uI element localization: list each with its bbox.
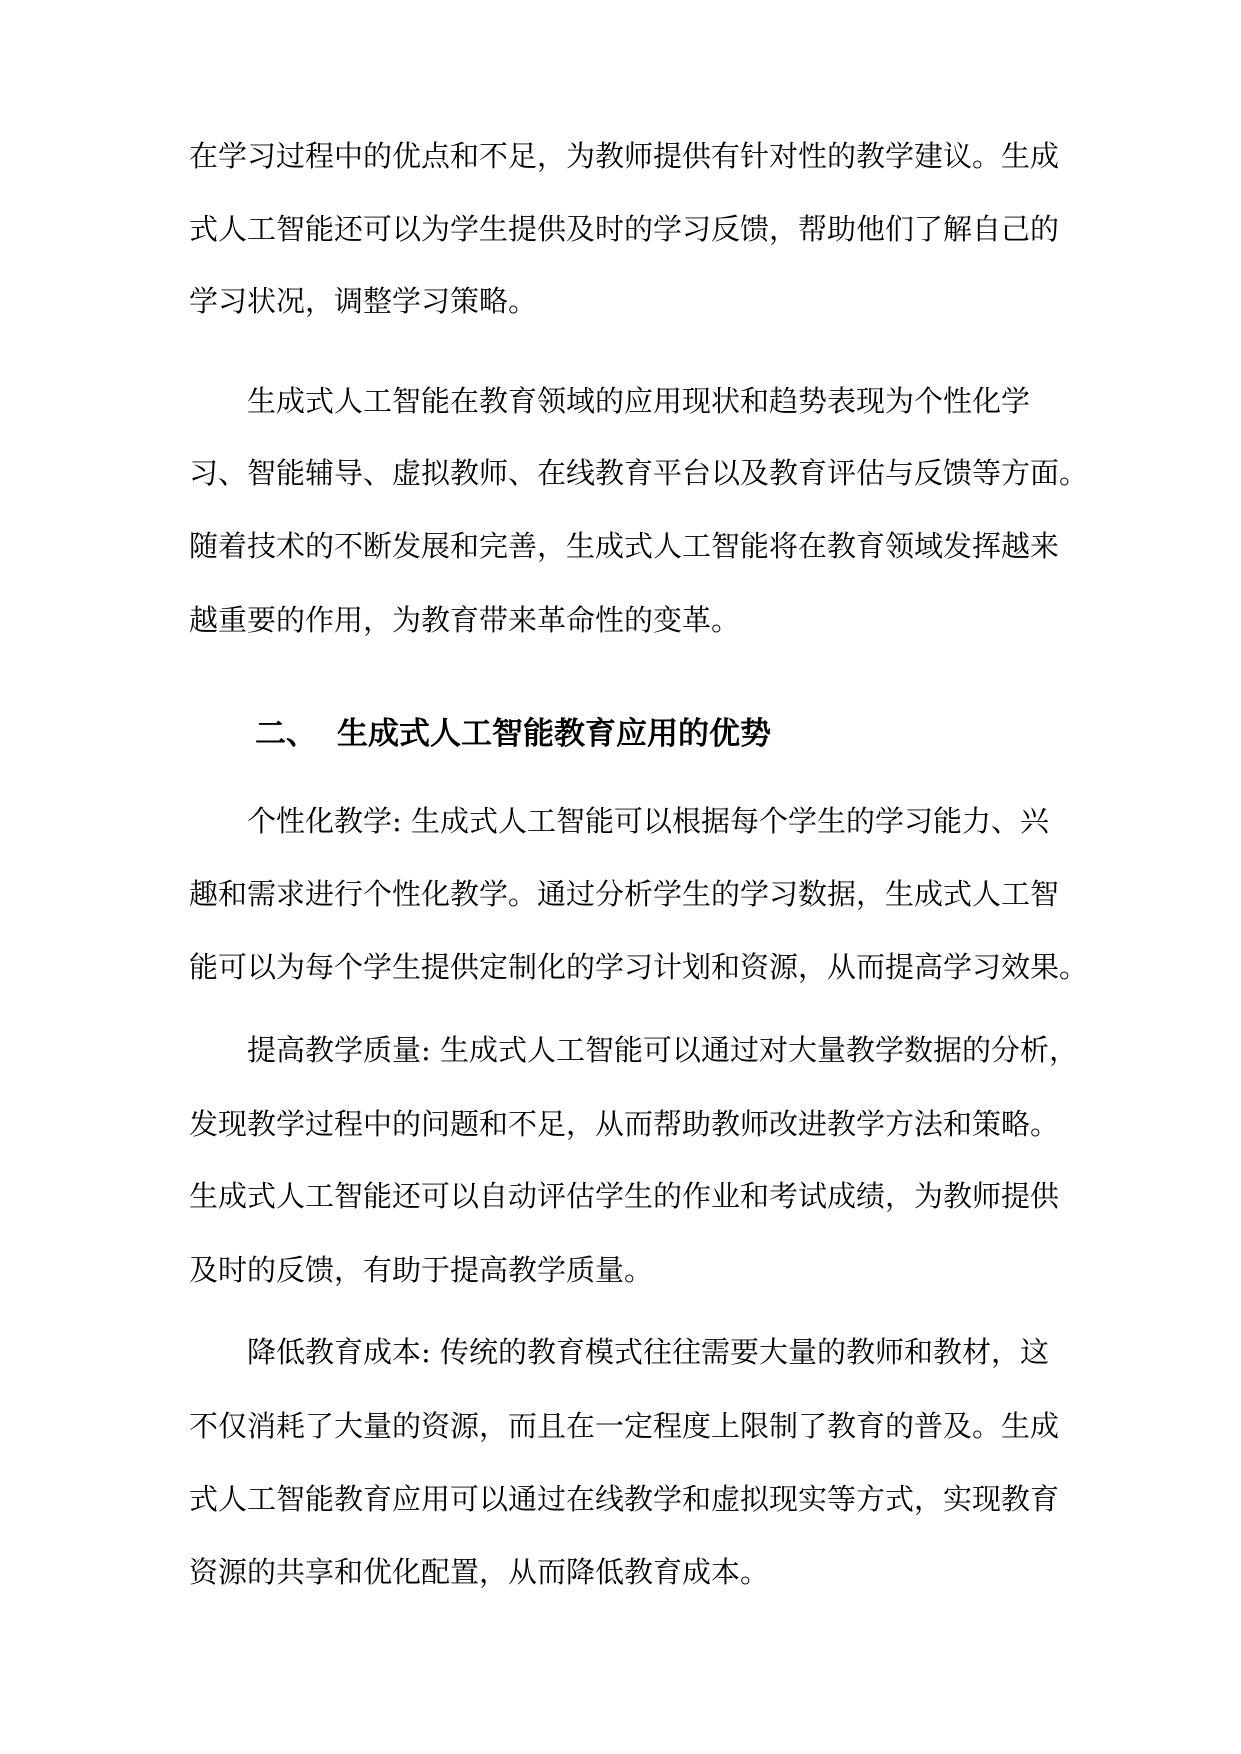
paragraph-4-line-3: 生成式人工智能还可以自动评估学生的作业和考试成绩，为教师提供 <box>189 1179 1060 1213</box>
paragraph-1-line-2: 式人工智能还可以为学生提供及时的学习反馈，帮助他们了解自己的 <box>189 212 1060 246</box>
paragraph-5-line-3: 式人工智能教育应用可以通过在线教学和虚拟现实等方式，实现教育 <box>189 1482 1060 1516</box>
paragraph-2-line-4: 越重要的作用，为教育带来革命性的变革。 <box>189 603 741 637</box>
paragraph-2-line-1: 生成式人工智能在教育领域的应用现状和趋势表现为个性化学 <box>247 384 1031 418</box>
section-title: 生成式人工智能教育应用的优势 <box>337 716 771 752</box>
paragraph-4-line-2: 发现教学过程中的问题和不足，从而帮助教师改进教学方法和策略。 <box>189 1107 1060 1141</box>
paragraph-3-line-2: 趣和需求进行个性化教学。通过分析学生的学习数据，生成式人工智 <box>189 877 1060 911</box>
paragraph-3-line-1: 个性化教学: 生成式人工智能可以根据每个学生的学习能力、兴 <box>247 804 1049 838</box>
section-number: 二、 <box>255 716 317 752</box>
paragraph-3-line-3: 能可以为每个学生提供定制化的学习计划和资源，从而提高学习效果。 <box>189 950 1089 984</box>
paragraph-2-line-3: 随着技术的不断发展和完善，生成式人工智能将在教育领域发挥越来 <box>189 529 1060 563</box>
paragraph-2-line-2: 习、智能辅导、虚拟教师、在线教育平台以及教育评估与反馈等方面。 <box>189 456 1089 490</box>
paragraph-4-line-4: 及时的反馈，有助于提高教学质量。 <box>189 1253 654 1287</box>
paragraph-1-line-3: 学习状况，调整学习策略。 <box>189 284 538 318</box>
section-heading <box>255 716 1055 752</box>
paragraph-1-line-1: 在学习过程中的优点和不足，为教师提供有针对性的教学建议。生成 <box>189 139 1060 173</box>
paragraph-5-line-4: 资源的共享和优化配置，从而降低教育成本。 <box>189 1555 770 1589</box>
paragraph-5-line-1: 降低教育成本: 传统的教育模式往往需要大量的教师和教材，这 <box>247 1335 1049 1369</box>
paragraph-5-line-2: 不仅消耗了大量的资源，而且在一定程度上限制了教育的普及。生成 <box>189 1409 1060 1443</box>
paragraph-4-line-1: 提高教学质量: 生成式人工智能可以通过对大量教学数据的分析， <box>247 1033 1078 1067</box>
